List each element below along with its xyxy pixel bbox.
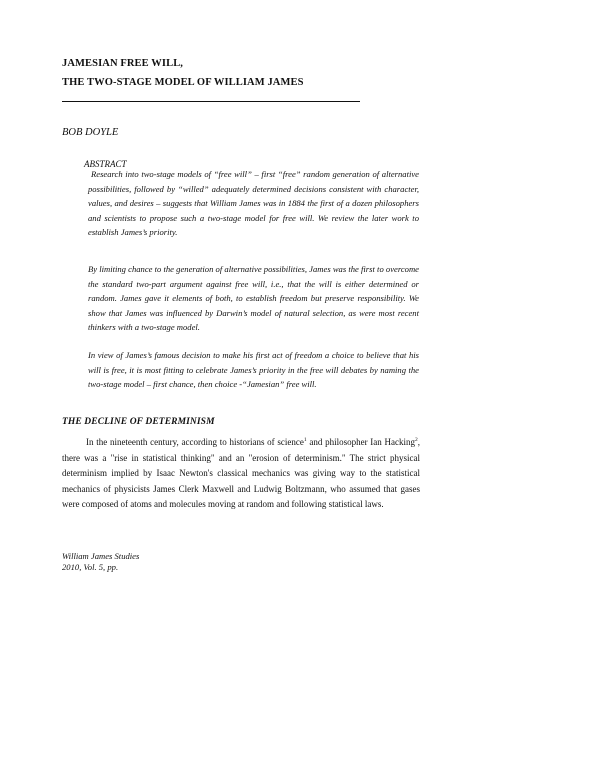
- body-paragraph: [62, 435, 420, 513]
- title-line-1: JAMESIAN FREE WILL,: [62, 58, 184, 69]
- section-heading: THE DECLINE OF DETERMINISM: [62, 417, 215, 427]
- body-text-part-3: , there was a "rise in statistical thinking" and an "erosion of determinism." The strict physical determinism implied by Isaac Newton's classical mechanics was giving way to the statistical mechanics of physicists James Clerk Maxwell and Ludwig Boltzmann, who assumed that gases were composed of atoms and molecules moving at random and following statistical laws.: [62, 437, 420, 510]
- body-text-part-1: In the nineteenth century, according to historians of science: [86, 437, 304, 447]
- abstract-paragraph-2: By limiting chance to the generation of alternative possibilities, James was the first to overcome the standard two-part argument against free will, i.e., that the will is either determined or random. James gave it elements of both, to establish freedom but preserve responsibility. We show that James was influenced by Darwin’s model of natural selection, as were most recent thinkers with a two-stage model.: [88, 264, 419, 333]
- abstract-label: ABSTRACT: [84, 159, 127, 169]
- body-text-part-2: and philosopher Ian Hacking: [306, 437, 415, 447]
- footnote-marker-2[interactable]: 2: [415, 437, 418, 443]
- title-line-2: THE TWO-STAGE MODEL OF WILLIAM JAMES: [62, 77, 304, 88]
- journal-citation: [62, 551, 139, 573]
- footnote-marker-1[interactable]: 1: [303, 437, 307, 443]
- abstract-paragraph-1: Research into two-stage models of “free will” – first “free” random generation of alternative possibilities, followed by “willed” adequately determined decisions consistent with character, values, and desires – suggests that William James was in 1884 the first of a dozen philosophers and scientists to propose such a two-stage model for free will. We review the later work to establish James’s priority.: [88, 169, 419, 238]
- abstract-paragraph-3: In view of James’s famous decision to make his first act of freedom a choice to believe that his will is free, it is most fitting to celebrate James’s priority in the free will debates by naming the two-stage model – first chance, then choice -“Jamesian” free will.: [88, 350, 419, 390]
- journal-title: William James Studies: [62, 551, 140, 561]
- title-rule: [62, 101, 360, 102]
- author-name: BOB DOYLE: [62, 127, 119, 138]
- journal-volume: 2010, Vol. 5, pp.: [62, 562, 119, 572]
